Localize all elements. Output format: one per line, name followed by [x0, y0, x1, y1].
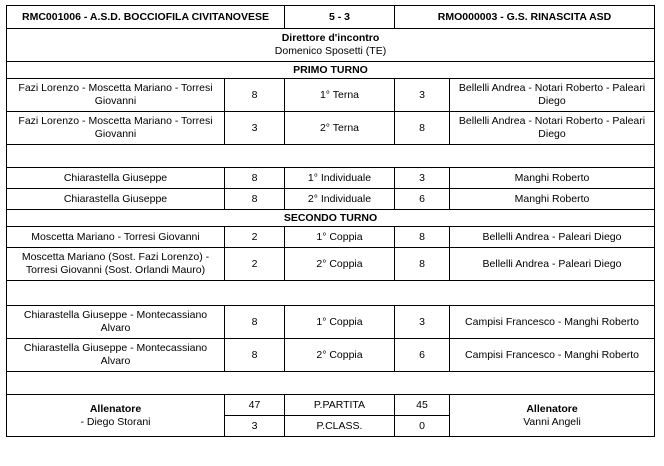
away-players: Bellelli Andrea - Notari Roberto - Paleari Diego — [450, 112, 655, 145]
away-players: Bellelli Andrea - Paleari Diego — [450, 248, 655, 281]
match-row — [7, 248, 655, 281]
round-row-second — [7, 210, 655, 227]
away-score: 8 — [395, 227, 450, 248]
home-score: 8 — [225, 339, 285, 372]
match-score: 5 - 3 — [285, 6, 395, 29]
director-row — [7, 29, 655, 62]
home-coach — [7, 395, 225, 437]
away-score: 8 — [395, 112, 450, 145]
match-type: 2° Terna — [285, 112, 395, 145]
spacer-row — [7, 145, 655, 168]
match-row — [7, 79, 655, 112]
home-score: 3 — [225, 112, 285, 145]
away-players: Campisi Francesco - Manghi Roberto — [450, 339, 655, 372]
class-away: 0 — [395, 416, 450, 437]
partita-away: 45 — [395, 395, 450, 416]
away-coach-label: Allenatore — [526, 402, 578, 415]
away-team: RMO000003 - G.S. RINASCITA ASD — [395, 6, 655, 29]
home-players: Chiarastella Giuseppe - Montecassiano Alvaro — [7, 306, 225, 339]
home-score: 2 — [225, 248, 285, 281]
home-score: 8 — [225, 168, 285, 189]
partita-home: 47 — [225, 395, 285, 416]
match-row — [7, 339, 655, 372]
match-row — [7, 168, 655, 189]
away-players: Bellelli Andrea - Notari Roberto - Paleari Diego — [450, 79, 655, 112]
class-label: P.CLASS. — [285, 416, 395, 437]
away-players: Manghi Roberto — [450, 168, 655, 189]
home-score: 8 — [225, 189, 285, 210]
home-players: Chiarastella Giuseppe — [7, 189, 225, 210]
away-score: 6 — [395, 339, 450, 372]
match-type: 1° Individuale — [285, 168, 395, 189]
home-players: Moscetta Mariano - Torresi Giovanni — [7, 227, 225, 248]
home-players: Moscetta Mariano (Sost. Fazi Lorenzo) - Torresi Giovanni (Sost. Orlandi Mauro) — [7, 248, 225, 281]
match-report-table — [6, 5, 655, 437]
away-players: Campisi Francesco - Manghi Roberto — [450, 306, 655, 339]
partita-label: P.PARTITA — [285, 395, 395, 416]
match-row — [7, 227, 655, 248]
away-coach-name: Vanni Angeli — [523, 415, 581, 428]
match-row — [7, 306, 655, 339]
match-type: 1° Coppia — [285, 227, 395, 248]
spacer-row — [7, 372, 655, 395]
home-coach-name: - Diego Storani — [80, 415, 151, 428]
away-score: 8 — [395, 248, 450, 281]
match-type: 2° Coppia — [285, 248, 395, 281]
home-coach-label: Allenatore — [89, 402, 142, 415]
header-row — [7, 6, 655, 29]
home-players: Chiarastella Giuseppe — [7, 168, 225, 189]
director-label: Direttore d'incontro — [281, 32, 380, 44]
home-players: Chiarastella Giuseppe - Montecassiano Alvaro — [7, 339, 225, 372]
home-score: 8 — [225, 306, 285, 339]
match-report — [6, 5, 654, 437]
director-name: Domenico Sposetti (TE) — [274, 45, 387, 57]
round-row-first — [7, 62, 655, 79]
round-title-first: PRIMO TURNO — [7, 62, 655, 79]
match-type: 2° Individuale — [285, 189, 395, 210]
away-score: 3 — [395, 79, 450, 112]
match-type: 1° Terna — [285, 79, 395, 112]
away-score: 3 — [395, 168, 450, 189]
away-players: Bellelli Andrea - Paleari Diego — [450, 227, 655, 248]
home-score: 8 — [225, 79, 285, 112]
match-type: 2° Coppia — [285, 339, 395, 372]
class-home: 3 — [225, 416, 285, 437]
home-players: Fazi Lorenzo - Moscetta Mariano - Torresi Giovanni — [7, 79, 225, 112]
home-team: RMC001006 - A.S.D. BOCCIOFILA CIVITANOVESE — [7, 6, 285, 29]
away-score: 3 — [395, 306, 450, 339]
footer-row-partita — [7, 395, 655, 416]
spacer-row — [7, 281, 655, 306]
away-coach — [450, 395, 655, 437]
match-type: 1° Coppia — [285, 306, 395, 339]
match-row — [7, 189, 655, 210]
away-score: 6 — [395, 189, 450, 210]
round-title-second: SECONDO TURNO — [7, 210, 655, 227]
match-row — [7, 112, 655, 145]
home-score: 2 — [225, 227, 285, 248]
home-players: Fazi Lorenzo - Moscetta Mariano - Torresi Giovanni — [7, 112, 225, 145]
away-players: Manghi Roberto — [450, 189, 655, 210]
